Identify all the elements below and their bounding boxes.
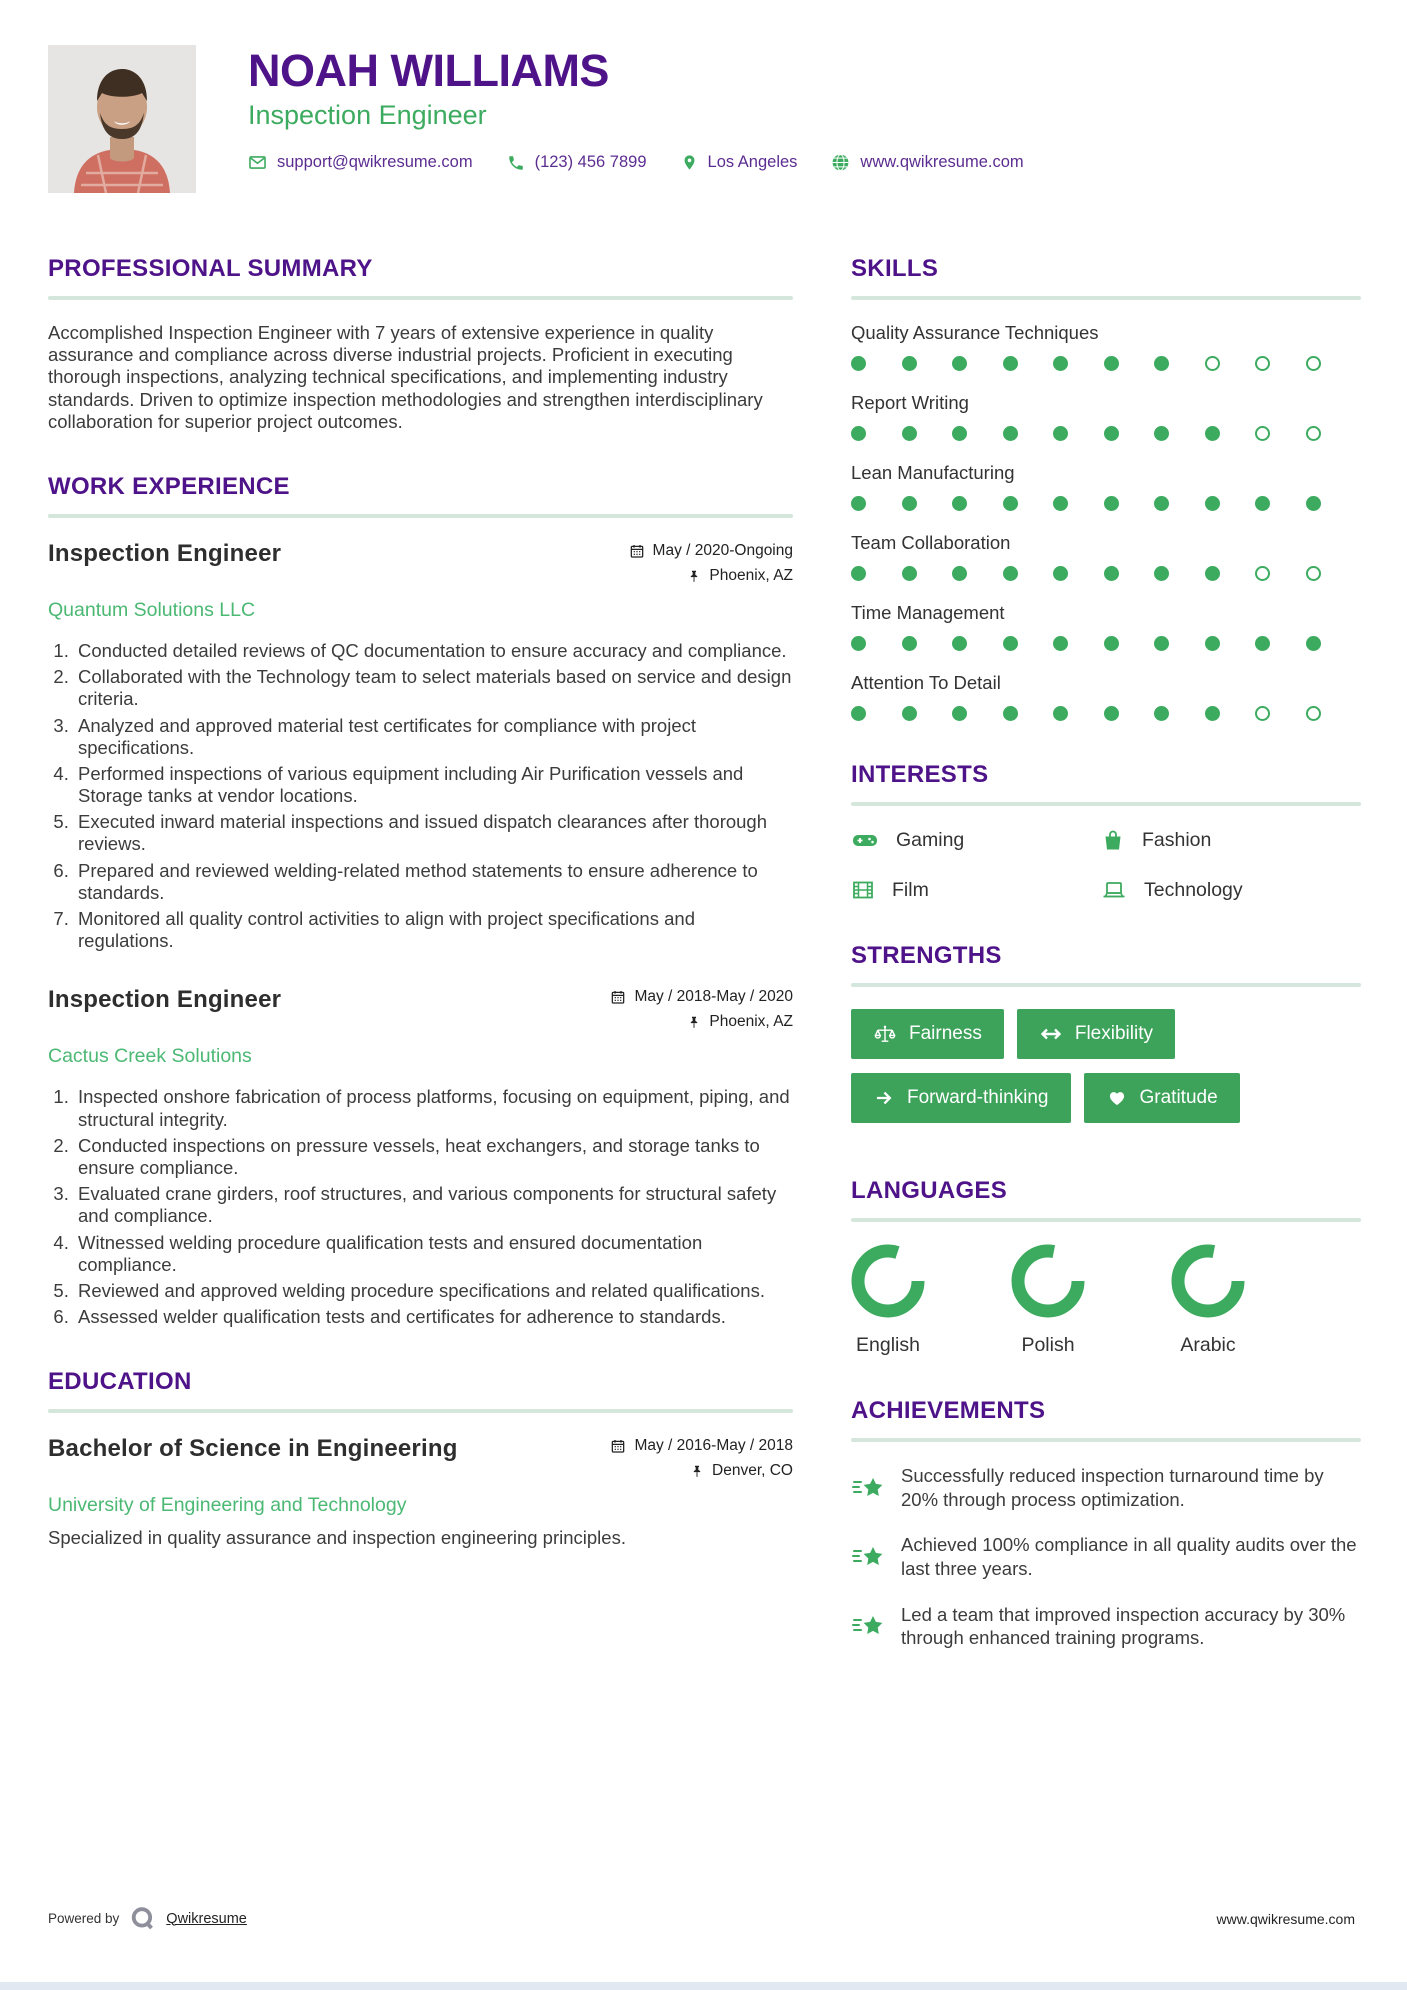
skill-dot (952, 636, 967, 651)
divider (48, 296, 793, 300)
contact-text: Los Angeles (707, 153, 798, 172)
skill-name: Time Management (851, 602, 1005, 623)
skill-dot (1003, 566, 1018, 581)
job-bullets (48, 640, 793, 952)
skill-dot (1003, 636, 1018, 651)
skill-item (851, 392, 1361, 441)
skill-dot (851, 636, 866, 651)
contact-item (831, 153, 1023, 172)
skill-dot (1306, 356, 1321, 371)
profile-photo (48, 45, 196, 193)
skill-dot (1104, 706, 1119, 721)
strength-label: Forward-thinking (907, 1087, 1049, 1108)
language-level-ring (1171, 1244, 1245, 1318)
skill-dot (952, 356, 967, 371)
job-head (48, 540, 793, 592)
section-strengths (851, 942, 1361, 1137)
skill-dot (1003, 356, 1018, 371)
degree-title: Bachelor of Science in Engineering (48, 1435, 458, 1463)
divider (851, 1218, 1361, 1222)
strength-badge (1084, 1073, 1240, 1123)
job-dates-row (629, 542, 793, 560)
pushpin-icon (687, 1014, 701, 1030)
contact-text: (123) 456 7899 (534, 153, 647, 172)
skill-dot (902, 566, 917, 581)
job-bullet: 3. Evaluated crane girders, roof structures, and various components for structural safety and compliance. (74, 1183, 793, 1227)
job-bullet: 3. Analyzed and approved material test certificates for compliance with project specifications. (74, 715, 793, 759)
skill-item (851, 462, 1361, 511)
divider (851, 802, 1361, 806)
skill-dot (851, 496, 866, 511)
skill-dot (851, 356, 866, 371)
achievement-item (851, 1533, 1361, 1580)
section-work-experience (48, 473, 793, 1328)
interest-label: Technology (1144, 878, 1243, 901)
job-bullet: 7. Monitored all quality control activities to align with project specifications and regulations. (74, 908, 793, 952)
skill-dot (1255, 706, 1270, 721)
star-shooting-icon (851, 1605, 887, 1650)
job-entry (48, 986, 793, 1328)
skill-dots (851, 496, 1321, 511)
skill-dot (1053, 426, 1068, 441)
skill-dot (1104, 496, 1119, 511)
arrow-right-icon (873, 1088, 895, 1108)
achievement-text: Achieved 100% compliance in all quality audits over the last three years. (901, 1534, 1357, 1580)
job-location: Phoenix, AZ (709, 566, 793, 584)
pushpin-icon (687, 568, 701, 584)
left-column (48, 255, 793, 1690)
powered-by-label: Powered by (48, 1911, 120, 1926)
language-level-ring (851, 1244, 925, 1318)
skill-item (851, 532, 1361, 581)
job-meta (629, 540, 793, 592)
skill-dot (1154, 496, 1169, 511)
star-shooting-icon (851, 1466, 887, 1511)
job-dates-row (610, 988, 793, 1006)
skill-dot (1003, 496, 1018, 511)
skill-dots (851, 356, 1321, 371)
strength-badge (851, 1073, 1071, 1123)
achievement-item (851, 1464, 1361, 1511)
skill-dot (1255, 496, 1270, 511)
skill-name: Quality Assurance Techniques (851, 322, 1099, 343)
skill-dot (851, 706, 866, 721)
contact-item (507, 153, 647, 172)
content-columns (48, 255, 1359, 1690)
film-icon (851, 878, 875, 902)
calendar-icon (610, 1438, 626, 1454)
phone-icon (507, 154, 525, 172)
interest-item (1101, 878, 1361, 902)
languages-list (851, 1244, 1361, 1357)
divider (851, 1438, 1361, 1442)
contact-row (248, 153, 1024, 172)
skill-dot (1306, 706, 1321, 721)
section-education (48, 1368, 793, 1549)
skill-dots (851, 636, 1321, 651)
person-title: Inspection Engineer (248, 100, 487, 131)
job-dates: May / 2020-Ongoing (652, 541, 793, 559)
job-bullet: 6. Prepared and reviewed welding-related method statements to ensure adherence to standards. (74, 860, 793, 904)
qwikresume-logo (129, 1905, 156, 1932)
skill-dot (1104, 636, 1119, 651)
skill-dot (1053, 496, 1068, 511)
section-interests (851, 761, 1361, 902)
achievements-heading: ACHIEVEMENTS (851, 1397, 1046, 1424)
person-name: NOAH WILLIAMS (248, 45, 609, 96)
footer-left (48, 1905, 247, 1932)
footer-site-link[interactable]: www.qwikresume.com (1216, 1910, 1355, 1927)
job-title: Inspection Engineer (48, 539, 282, 567)
interests-list (851, 828, 1361, 902)
skill-dot (1053, 566, 1068, 581)
skill-dot (1255, 566, 1270, 581)
skill-dot (1306, 636, 1321, 651)
job-bullet: 4. Witnessed welding procedure qualification tests and ensured documentation compliance. (74, 1232, 793, 1276)
job-bullet: 1. Inspected onshore fabrication of process platforms, focusing on equipment, piping, and structural integrity. (74, 1086, 793, 1130)
interest-label: Film (892, 878, 929, 901)
achievement-item (851, 1603, 1361, 1650)
footer (48, 1905, 1359, 1990)
bottom-strip (0, 1982, 1407, 1990)
strength-badge (1017, 1009, 1175, 1059)
strength-label: Gratitude (1139, 1087, 1218, 1108)
skill-dot (1255, 426, 1270, 441)
skill-dot (1205, 496, 1220, 511)
skill-dot (1205, 566, 1220, 581)
company-name: Cactus Creek Solutions (48, 1045, 252, 1068)
job-meta (610, 986, 793, 1038)
education-entry (48, 1435, 793, 1549)
education-note: Specialized in quality assurance and inspection engineering principles. (48, 1527, 626, 1549)
skill-dot (952, 566, 967, 581)
skill-dot (851, 426, 866, 441)
section-achievements (851, 1397, 1361, 1650)
language-item (851, 1244, 925, 1357)
section-skills (851, 255, 1361, 721)
skill-dot (902, 426, 917, 441)
skill-name: Team Collaboration (851, 532, 1011, 553)
skill-dot (952, 496, 967, 511)
language-name: Arabic (1180, 1334, 1236, 1356)
skills-list (851, 322, 1361, 721)
skill-dot (902, 706, 917, 721)
job-bullet: 2. Collaborated with the Technology team to select materials based on service and design criteria. (74, 666, 793, 710)
profile-photo-image (48, 45, 196, 193)
skill-dot (1104, 356, 1119, 371)
skill-item (851, 672, 1361, 721)
job-bullet: 4. Performed inspections of various equipment including Air Purification vessels and Storage tanks at vendor locations. (74, 763, 793, 807)
strength-badge (851, 1009, 1004, 1059)
achievement-text: Led a team that improved inspection accuracy by 30% through enhanced training programs. (901, 1603, 1346, 1649)
education-location: Denver, CO (712, 1462, 793, 1480)
summary-heading: PROFESSIONAL SUMMARY (48, 255, 373, 282)
skill-name: Attention To Detail (851, 672, 1001, 693)
skill-name: Lean Manufacturing (851, 462, 1015, 483)
skill-item (851, 602, 1361, 651)
work-heading: WORK EXPERIENCE (48, 472, 290, 500)
summary-text: Accomplished Inspection Engineer with 7 years of extensive experience in quality assurance and compliance across diverse industrial projects. Proficient in executing thorough inspections, analyzing technical specifications, and implementing industry standards. Driven to optimize inspection methodologies and strengthen interdisciplinary collaboration for superior project outcomes. (48, 322, 763, 432)
skill-dot (851, 566, 866, 581)
section-professional-summary (48, 255, 793, 433)
job-location: Phoenix, AZ (709, 1013, 793, 1031)
job-bullets (48, 1086, 793, 1328)
divider (851, 296, 1361, 300)
skill-dot (1306, 426, 1321, 441)
interest-item (851, 828, 1101, 852)
laptop-icon (1101, 878, 1127, 902)
skill-dot (1255, 636, 1270, 651)
achievements-list (851, 1464, 1361, 1650)
skill-dot (1205, 706, 1220, 721)
email-icon (248, 153, 267, 172)
language-name: English (856, 1334, 920, 1356)
interest-item (1101, 828, 1361, 852)
job-location-row (687, 1013, 793, 1031)
language-level-ring (1011, 1244, 1085, 1318)
language-item (1011, 1244, 1085, 1357)
job-title: Inspection Engineer (48, 986, 282, 1014)
skills-heading: SKILLS (851, 255, 939, 282)
heart-icon (1106, 1088, 1128, 1108)
skill-dot (1003, 426, 1018, 441)
languages-heading: LANGUAGES (851, 1177, 1008, 1204)
skill-dots (851, 426, 1321, 441)
skill-dot (1053, 636, 1068, 651)
skill-item (851, 322, 1361, 371)
skill-dot (1104, 426, 1119, 441)
calendar-icon (629, 543, 645, 559)
scale-icon (873, 1023, 897, 1046)
skill-dot (1205, 426, 1220, 441)
language-item (1171, 1244, 1245, 1357)
skill-dots (851, 566, 1321, 581)
globe-icon (831, 153, 850, 172)
arrows-left-right-icon (1039, 1025, 1063, 1043)
skill-dot (1053, 706, 1068, 721)
section-languages (851, 1177, 1361, 1357)
skill-dot (952, 706, 967, 721)
interest-label: Gaming (896, 828, 965, 851)
company-name: Quantum Solutions LLC (48, 598, 256, 621)
job-bullet: 5. Executed inward material inspections and issued dispatch clearances after thorough reviews. (74, 811, 793, 855)
skill-dot (1154, 636, 1169, 651)
bag-icon (1101, 828, 1125, 852)
job-location-row (687, 567, 793, 585)
job-dates: May / 2018-May / 2020 (634, 988, 793, 1006)
skill-dot (1154, 356, 1169, 371)
job-bullet: 1. Conducted detailed reviews of QC documentation to ensure accuracy and compliance. (74, 640, 793, 662)
skill-dot (902, 496, 917, 511)
skill-dot (1154, 706, 1169, 721)
skill-dot (1205, 356, 1220, 371)
divider (48, 1409, 793, 1413)
divider (851, 983, 1361, 987)
job-head (48, 986, 793, 1038)
skill-dot (902, 636, 917, 651)
interests-heading: INTERESTS (851, 761, 989, 788)
gamepad-icon (851, 828, 879, 852)
job-bullet: 6. Assessed welder qualification tests and certificates for adherence to standards. (74, 1306, 793, 1328)
skill-dot (1003, 706, 1018, 721)
skill-dot (1053, 356, 1068, 371)
skill-dot (952, 426, 967, 441)
contact-text[interactable]: support@qwikresume.com (277, 153, 473, 172)
star-shooting-icon (851, 1535, 887, 1580)
school-name: University of Engineering and Technology (48, 1494, 407, 1517)
strength-label: Flexibility (1074, 1023, 1153, 1044)
strengths-list (851, 1009, 1361, 1137)
job-entry (48, 540, 793, 952)
divider (48, 514, 793, 518)
skill-dot (1255, 356, 1270, 371)
skill-dot (1154, 566, 1169, 581)
skill-dot (1306, 496, 1321, 511)
skill-dot (902, 356, 917, 371)
skill-dot (1205, 636, 1220, 651)
skill-dots (851, 706, 1321, 721)
strengths-heading: STRENGTHS (851, 942, 1002, 969)
education-dates: May / 2016-May / 2018 (634, 1437, 793, 1455)
education-heading: EDUCATION (48, 1368, 192, 1396)
strength-label: Fairness (909, 1023, 982, 1044)
location-pin-icon (681, 153, 698, 172)
contact-item (681, 153, 798, 172)
language-name: Polish (1021, 1334, 1075, 1356)
pushpin-icon (690, 1463, 704, 1479)
qwikresume-link[interactable]: Qwikresume (166, 1910, 247, 1927)
job-bullet: 5. Reviewed and approved welding procedure specifications and related qualifications. (74, 1280, 793, 1302)
job-list (48, 540, 793, 1328)
skill-name: Report Writing (851, 392, 969, 413)
interest-label: Fashion (1142, 828, 1212, 851)
skill-dot (1306, 566, 1321, 581)
contact-item (248, 153, 473, 172)
interest-item (851, 878, 1101, 902)
skill-dot (1104, 566, 1119, 581)
job-bullet: 2. Conducted inspections on pressure vessels, heat exchangers, and storage tanks to ensure compliance. (74, 1135, 793, 1179)
contact-text[interactable]: www.qwikresume.com (860, 153, 1024, 172)
skill-dot (1154, 426, 1169, 441)
achievement-text: Successfully reduced inspection turnaround time by 20% through process optimization. (901, 1465, 1324, 1510)
calendar-icon (610, 989, 626, 1005)
header (48, 45, 1359, 193)
right-column (851, 255, 1361, 1690)
